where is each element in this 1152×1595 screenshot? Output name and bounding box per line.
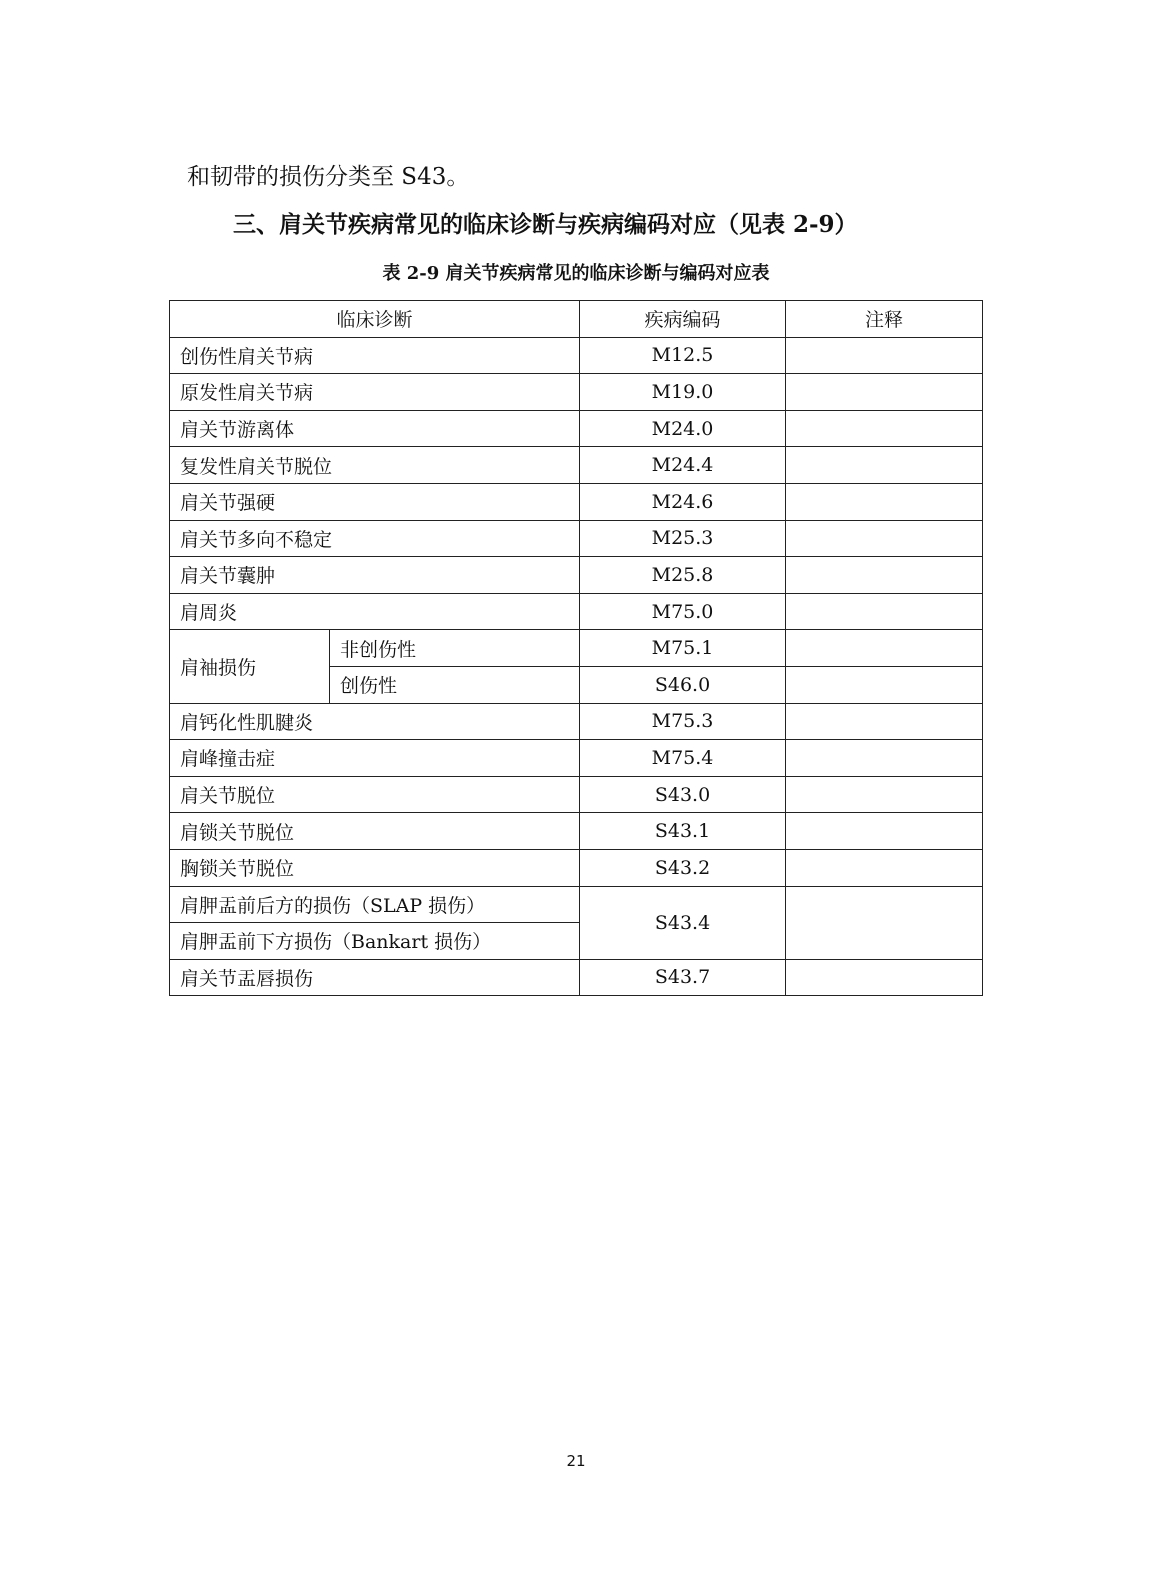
- note-cell: [786, 483, 983, 520]
- note-cell: [786, 630, 983, 667]
- code-cell: M24.4: [580, 447, 786, 484]
- note-cell: [786, 849, 983, 886]
- table-row: [170, 593, 983, 630]
- code-cell: M75.1: [580, 630, 786, 667]
- code-cell: M75.4: [580, 740, 786, 777]
- diagnosis-code-table: [169, 300, 983, 996]
- subtype-cell: 创伤性: [330, 666, 580, 703]
- table-row: [170, 813, 983, 850]
- header-note: 注释: [786, 301, 983, 338]
- note-cell: [786, 593, 983, 630]
- diagnosis-cell: 原发性肩关节病: [170, 374, 580, 411]
- code-cell: S43.2: [580, 849, 786, 886]
- code-cell: S43.0: [580, 776, 786, 813]
- table-row: [170, 374, 983, 411]
- code-cell: M24.6: [580, 483, 786, 520]
- table-row: [170, 849, 983, 886]
- code-cell: M75.3: [580, 703, 786, 740]
- note-cell: [786, 703, 983, 740]
- code-cell: S46.0: [580, 666, 786, 703]
- header-code: 疾病编码: [580, 301, 786, 338]
- table-row: [170, 483, 983, 520]
- rotator-cuff-diagnosis-cell: 肩袖损伤: [170, 630, 330, 703]
- table-row: [170, 557, 983, 594]
- diagnosis-cell: 肩关节强硬: [170, 483, 580, 520]
- diagnosis-cell: 复发性肩关节脱位: [170, 447, 580, 484]
- table-row: [170, 520, 983, 557]
- note-cell: [786, 776, 983, 813]
- diagnosis-cell: 肩关节多向不稳定: [170, 520, 580, 557]
- note-cell: [786, 740, 983, 777]
- section-heading: 三、肩关节疾病常见的临床诊断与疾病编码对应（见表 2-9）: [233, 211, 858, 238]
- table-row: [170, 447, 983, 484]
- diagnosis-cell: 肩峰撞击症: [170, 740, 580, 777]
- table-row: [170, 740, 983, 777]
- table-row: [170, 703, 983, 740]
- note-cell: [786, 447, 983, 484]
- diagnosis-cell: 肩周炎: [170, 593, 580, 630]
- code-cell: S43.1: [580, 813, 786, 850]
- code-cell: M25.8: [580, 557, 786, 594]
- note-cell: [786, 666, 983, 703]
- code-cell: S43.7: [580, 959, 786, 996]
- note-cell: [786, 813, 983, 850]
- diagnosis-cell: 肩钙化性肌腱炎: [170, 703, 580, 740]
- diagnosis-cell: 肩胛盂前下方损伤（Bankart 损伤）: [170, 923, 580, 960]
- diagnosis-cell: 肩关节盂唇损伤: [170, 959, 580, 996]
- code-cell: M25.3: [580, 520, 786, 557]
- table-caption: 表 2-9 肩关节疾病常见的临床诊断与编码对应表: [382, 263, 770, 284]
- intro-text: 和韧带的损伤分类至 S43。: [187, 164, 470, 190]
- note-cell: [786, 886, 983, 959]
- table-row: [170, 959, 983, 996]
- diagnosis-cell: 肩关节游离体: [170, 410, 580, 447]
- note-cell: [786, 374, 983, 411]
- diagnosis-cell: 胸锁关节脱位: [170, 849, 580, 886]
- code-cell: S43.4: [580, 886, 786, 959]
- header-diagnosis: 临床诊断: [170, 301, 580, 338]
- table-row: [170, 776, 983, 813]
- note-cell: [786, 959, 983, 996]
- table-row: [170, 410, 983, 447]
- table-row: [170, 337, 983, 374]
- code-cell: M24.0: [580, 410, 786, 447]
- diagnosis-cell: 肩胛盂前后方的损伤（SLAP 损伤）: [170, 886, 580, 923]
- note-cell: [786, 557, 983, 594]
- note-cell: [786, 520, 983, 557]
- diagnosis-cell: 肩锁关节脱位: [170, 813, 580, 850]
- page-number: 21: [566, 1452, 586, 1470]
- diagnosis-cell: 肩关节脱位: [170, 776, 580, 813]
- note-cell: [786, 337, 983, 374]
- diagnosis-cell: 肩关节囊肿: [170, 557, 580, 594]
- code-cell: M19.0: [580, 374, 786, 411]
- table-header-row: [170, 301, 983, 338]
- code-cell: M12.5: [580, 337, 786, 374]
- note-cell: [786, 410, 983, 447]
- table-row: [170, 886, 983, 923]
- table-row: [170, 630, 983, 667]
- code-cell: M75.0: [580, 593, 786, 630]
- diagnosis-cell: 创伤性肩关节病: [170, 337, 580, 374]
- subtype-cell: 非创伤性: [330, 630, 580, 667]
